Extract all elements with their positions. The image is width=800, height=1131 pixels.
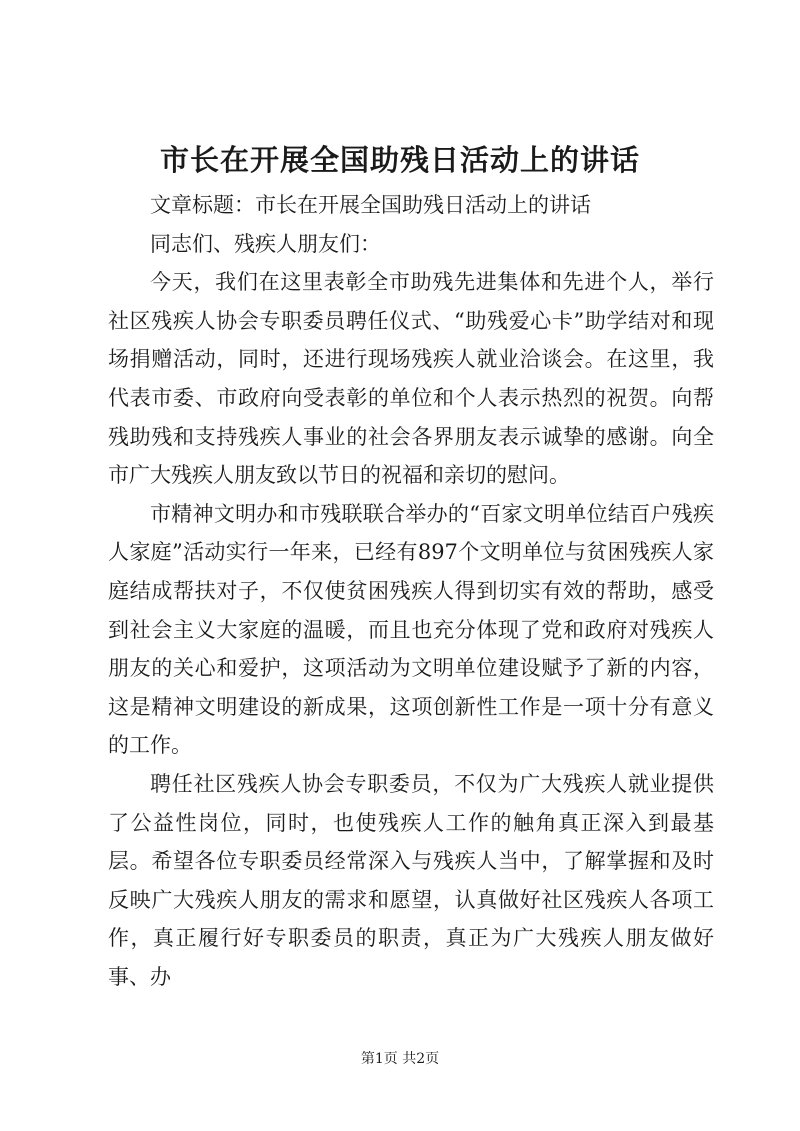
document-body (108, 186, 714, 996)
paragraph-article-title: 文章标题：市长在开展全国助残日活动上的讲话 (150, 193, 591, 217)
page-number-footer: 第1页 共2页 (360, 1051, 440, 1067)
document-title: 市长在开展全国助残日活动上的讲话 (159, 143, 640, 177)
paragraph-committee-members: 聘任社区残疾人协会专职委员，不仅为广大残疾人就业提供了公益性岗位，同时，也使残疾人工作的触角真正深入到最基层。希望各位专职委员经常深入与残疾人当中，了解掌握和及时反映广大残疾人朋友的需求和愿望，认真做好社区残疾人各项工作，真正履行好专职委员的职责，真正为广大残疾人朋友做好事、办 (108, 771, 714, 989)
paragraph-salutation: 同志们、残疾人朋友们： (150, 231, 381, 256)
paragraph-opening: 今天，我们在这里表彰全市助残先进集体和先进个人，举行社区残疾人协会专职委员聘任仪式、“助残爱心卡”助学结对和现场捐赠活动，同时，还进行现场残疾人就业洽谈会。在这里，我代表市委、市政府向受表彰的单位和个人表示热烈的祝贺。向帮残助残和支持残疾人事业的社会各界朋友表示诚挚的感谢。向全市广大残疾人朋友致以节日的祝福和亲切的慰问。 (108, 270, 714, 488)
paragraph-civilization-activity: 市精神文明办和市残联联合举办的“百家文明单位结百户残疾人家庭”活动实行一年来，已经有897个文明单位与贫困残疾人家庭结成帮扶对子，不仅使贫困残疾人得到切实有效的帮助，感受到社会主义大家庭的温暖，而且也充分体现了党和政府对残疾人朋友的关心和爱护，这项活动为文明单位建设赋予了新的内容，这是精神文明建设的新成果，这项创新性工作是一项十分有意义的工作。 (108, 501, 714, 758)
